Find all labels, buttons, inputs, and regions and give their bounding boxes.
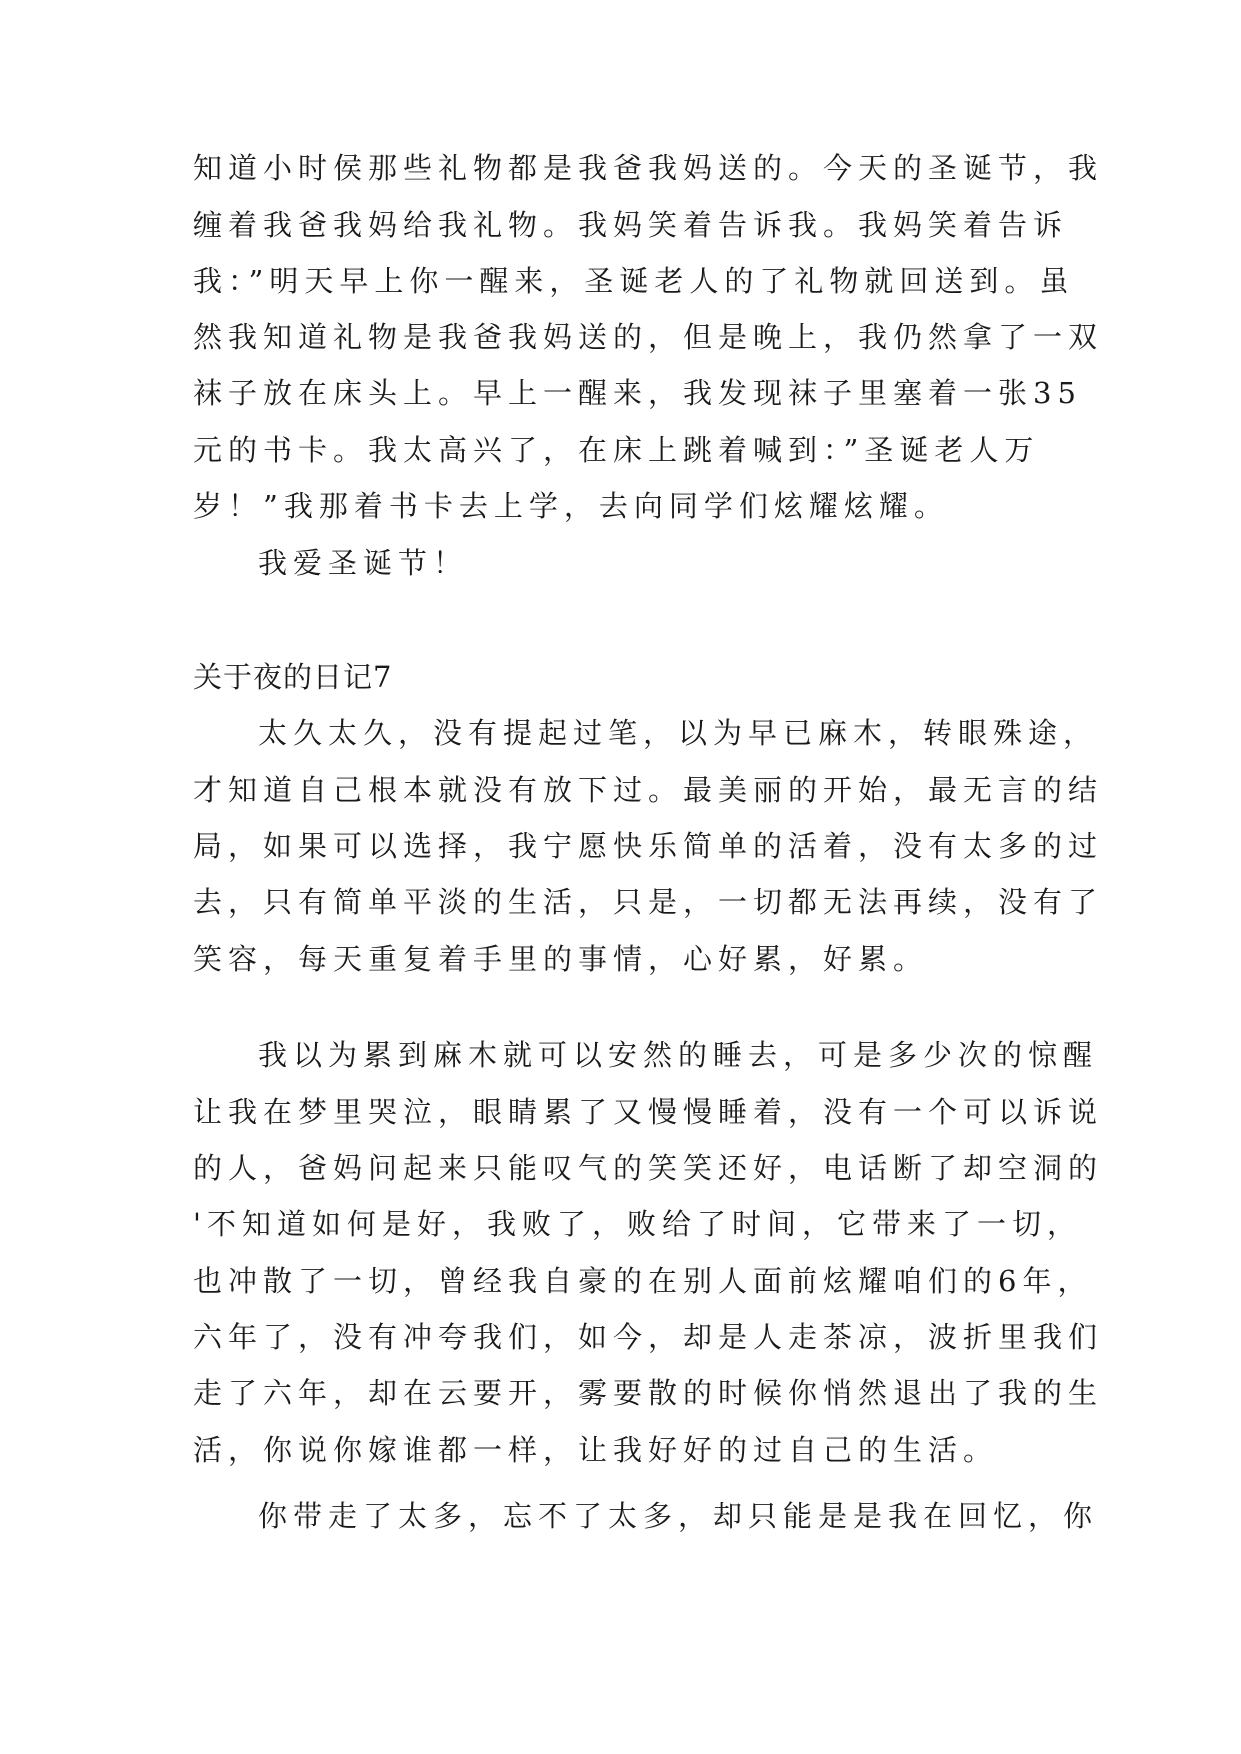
paragraph-line: 去，只有简单平淡的生活，只是，一切都无法再续，没有了 — [193, 885, 1104, 919]
paragraph-line: 太久太久，没有提起过笔，以为早已麻木，转眼殊途， — [258, 716, 1099, 750]
paragraph-line: 才知道自己根本就没有放下过。最美丽的开始，最无言的结 — [193, 773, 1104, 807]
paragraph-line: 的人，爸妈问起来只能叹气的笑笑还好，电话断了却空洞的 — [193, 1151, 1104, 1185]
paragraph-line: 笑容，每天重复着手里的事情，心好累，好累。 — [193, 942, 929, 976]
closing-line: 我爱圣诞节！ — [258, 546, 469, 580]
text-line: 然我知道礼物是我爸我妈送的，但是晚上，我仍然拿了一双 — [193, 320, 1104, 354]
section-title: 关于夜的日记7 — [193, 660, 393, 694]
text-line: 元的书卡。我太高兴了，在床上跳着喊到：”圣诞老人万 — [193, 433, 1040, 467]
text-line: 我：”明天早上你一醒来，圣诞老人的了礼物就回送到。虽 — [193, 264, 1075, 298]
paragraph-line: 走了六年，却在云要开，雾要散的时候你悄然退出了我的生 — [193, 1376, 1104, 1410]
paragraph-line: 活，你说你嫁谁都一样，让我好好的过自己的生活。 — [193, 1433, 999, 1467]
paragraph-line: 局，如果可以选择，我宁愿快乐简单的活着，没有太多的过 — [193, 829, 1104, 863]
paragraph-line: 让我在梦里哭泣，眼睛累了又慢慢睡着，没有一个可以诉说 — [193, 1095, 1104, 1129]
paragraph-line: 六年了，没有冲夸我们，如今，却是人走茶凉，波折里我们 — [193, 1320, 1104, 1354]
text-line: 知道小时侯那些礼物都是我爸我妈送的。今天的圣诞节，我 — [193, 151, 1104, 185]
paragraph-line: 你带走了太多，忘不了太多，却只能是是我在回忆，你 — [258, 1499, 1099, 1533]
paragraph-line: 我以为累到麻木就可以安然的睡去，可是多少次的惊醒 — [258, 1038, 1099, 1072]
text-line: 缠着我爸我妈给我礼物。我妈笑着告诉我。我妈笑着告诉 — [193, 208, 1069, 242]
text-line: 岁！”我那着书卡去上学，去向同学们炫耀炫耀。 — [193, 489, 949, 523]
paragraph-line: 也冲散了一切，曾经我自豪的在别人面前炫耀咱们的6年， — [193, 1264, 1093, 1298]
text-line: 袜子放在床头上。早上一醒来，我发现袜子里塞着一张35 — [193, 376, 1082, 410]
paragraph-line: '不知道如何是好，我败了，败给了时间，它带来了一切， — [193, 1207, 1082, 1241]
